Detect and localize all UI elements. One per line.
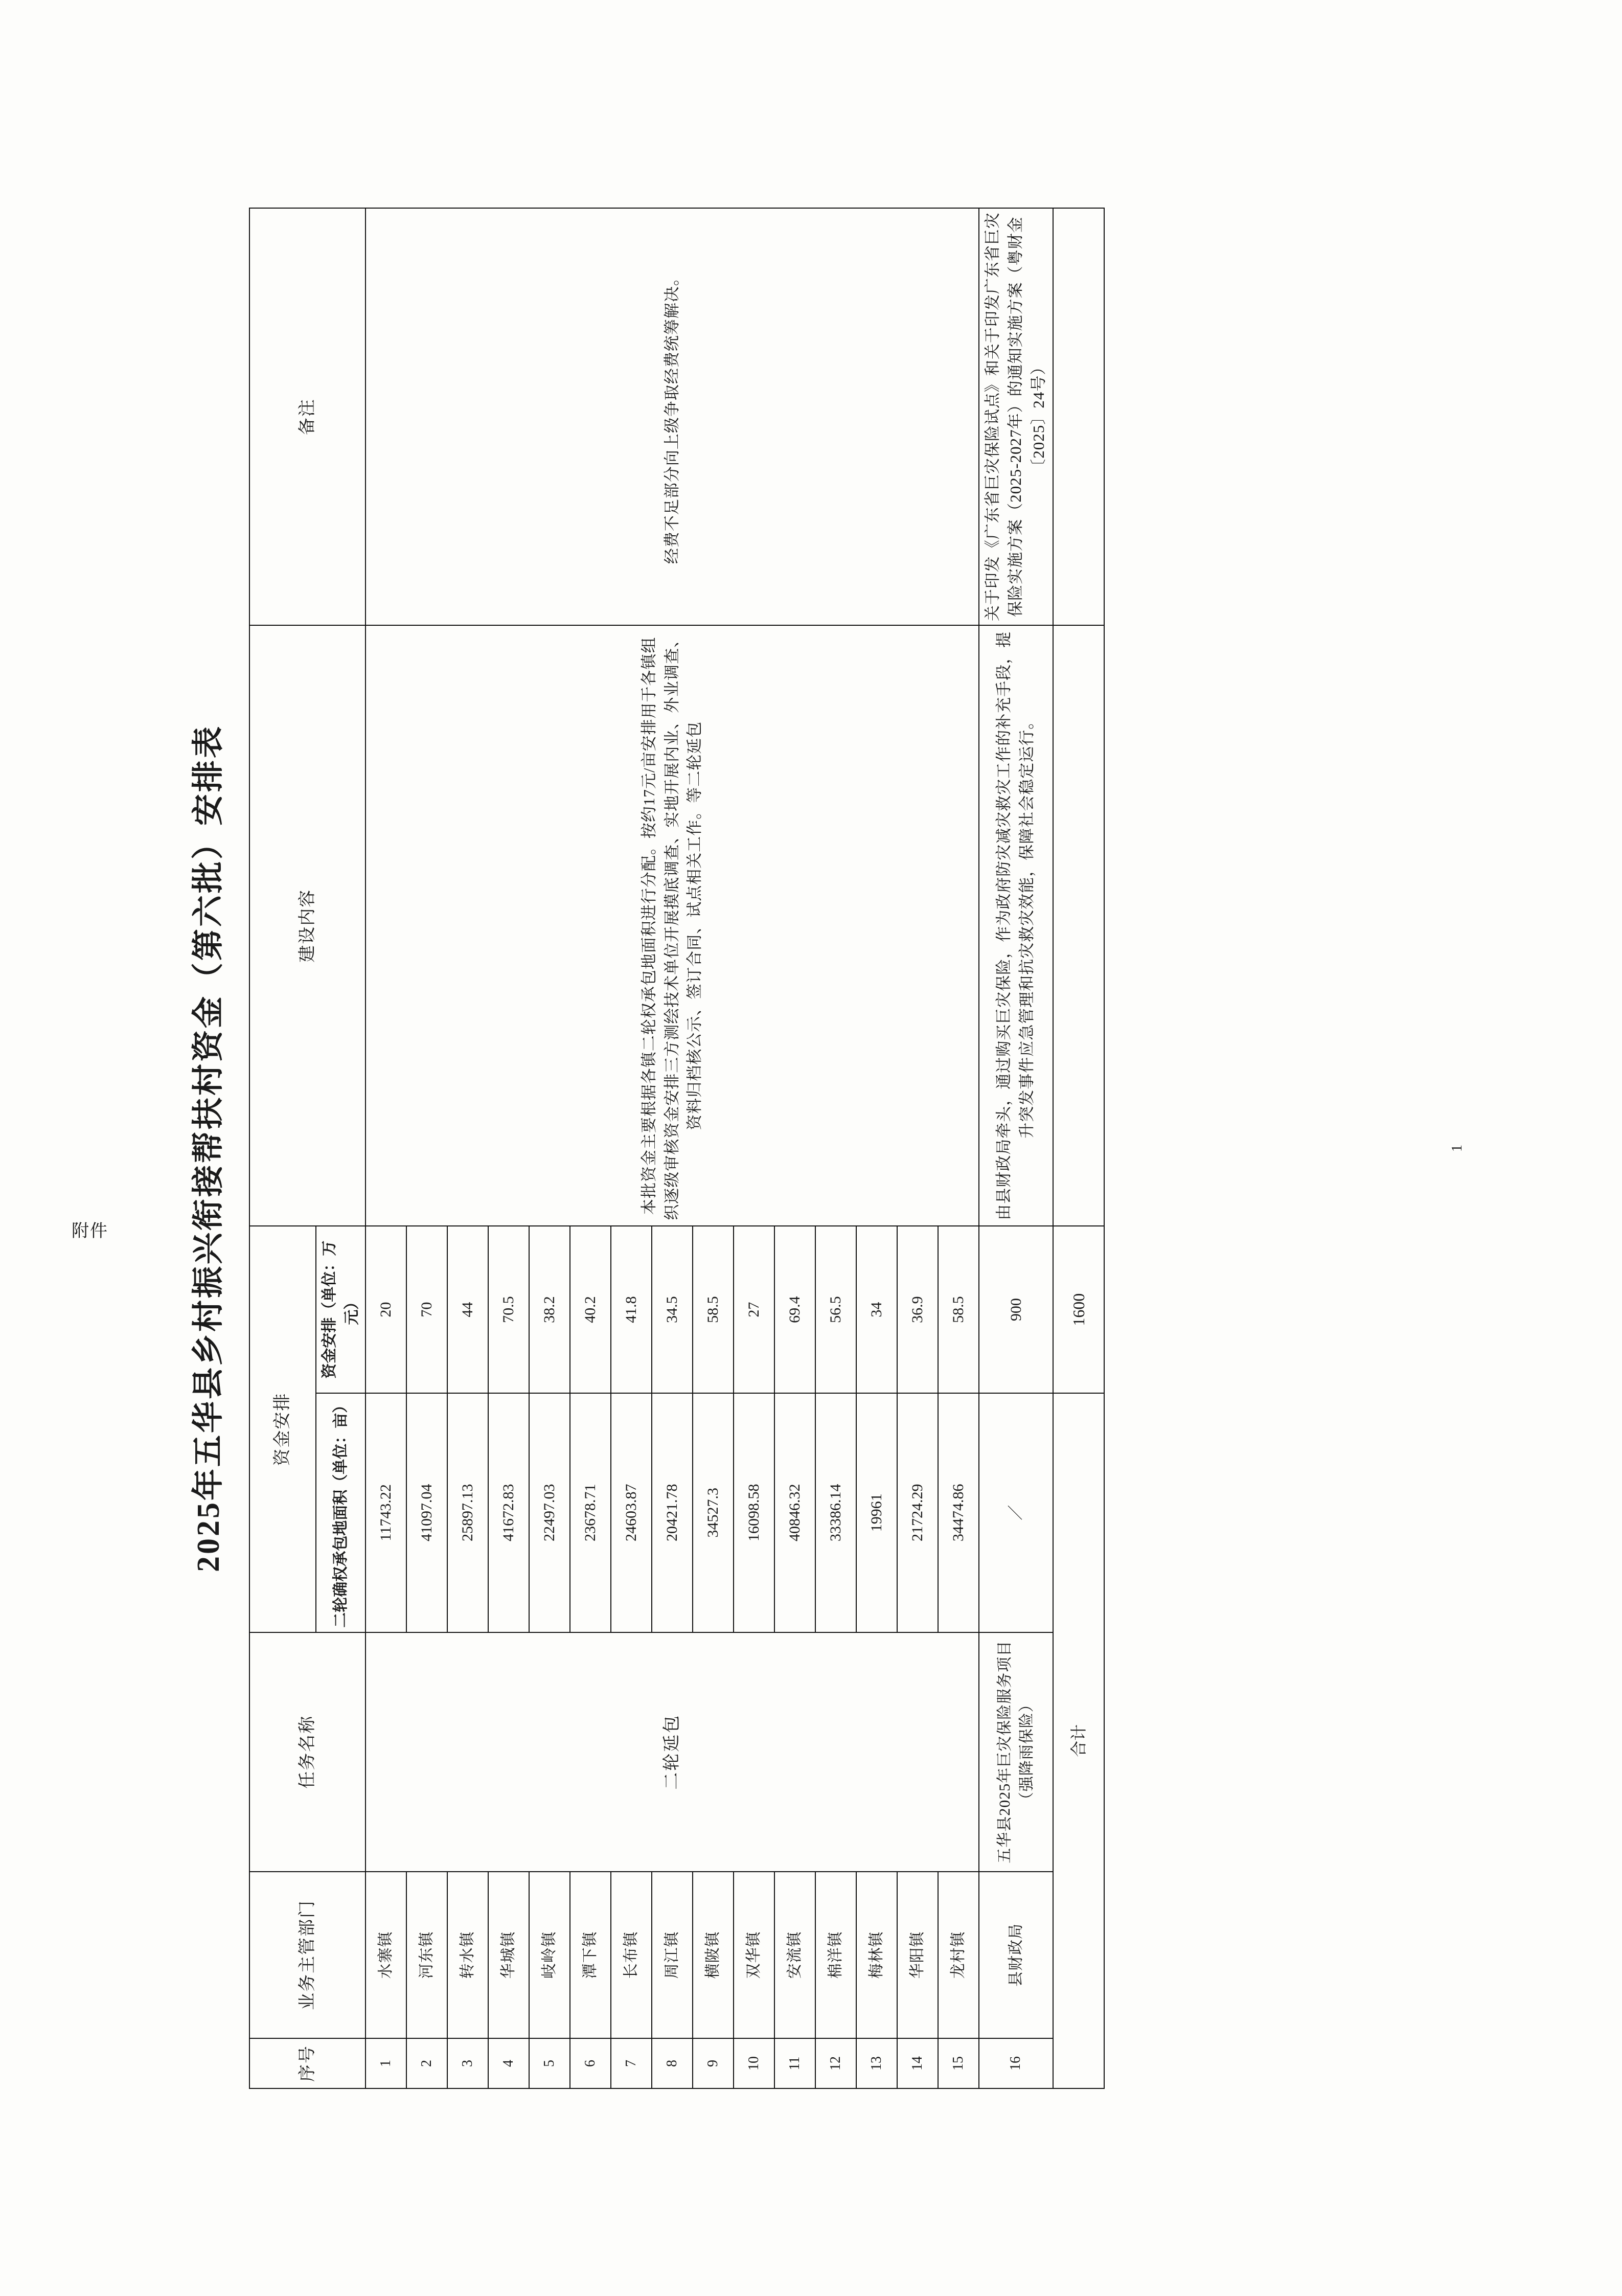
cell-money: 70.5 xyxy=(488,1226,529,1393)
cell-content-merged: 本批资金主要根据各镇二轮权承包地面积进行分配。按约17元/亩安排用于各镇组织逐级审核资金安排三方测绘技术单位开展摸底调查、实地开展内业、外业调查、资料归档核公示、签订合同、试点相关工作。等二轮延包 xyxy=(365,625,979,1226)
cell-area: 16098.58 xyxy=(734,1393,774,1632)
cell-area: 41097.04 xyxy=(406,1393,447,1632)
cell-seq: 13 xyxy=(856,2038,897,2088)
total-label: 合计 xyxy=(1053,1393,1104,2088)
cell-area: 24603.87 xyxy=(611,1393,652,1632)
cell-seq: 16 xyxy=(979,2038,1053,2088)
cell-area: 25897.13 xyxy=(447,1393,488,1632)
table-total-row xyxy=(1053,208,1104,2088)
cell-money: 70 xyxy=(406,1226,447,1393)
cell-seq: 6 xyxy=(570,2038,611,2088)
cell-seq: 12 xyxy=(815,2038,856,2088)
cell-money: 34.5 xyxy=(652,1226,693,1393)
cell-area: 34527.3 xyxy=(693,1393,734,1632)
cell-area: 19961 xyxy=(856,1393,897,1632)
col-header-seq: 序号 xyxy=(249,2038,365,2088)
cell-money: 56.5 xyxy=(815,1226,856,1393)
total-money: 1600 xyxy=(1053,1226,1104,1393)
cell-dept: 水寨镇 xyxy=(365,1871,406,2038)
cell-area: 41672.83 xyxy=(488,1393,529,1632)
cell-seq: 2 xyxy=(406,2038,447,2088)
total-content-blank xyxy=(1053,625,1104,1226)
cell-dept: 岐岭镇 xyxy=(529,1871,570,2038)
cell-dept: 潭下镇 xyxy=(570,1871,611,2038)
cell-dept: 华城镇 xyxy=(488,1871,529,2038)
cell-dept: 龙村镇 xyxy=(938,1871,979,2038)
cell-dept: 河东镇 xyxy=(406,1871,447,2038)
cell-dept: 县财政局 xyxy=(979,1871,1053,2038)
cell-task: 五华县2025年巨灾保险服务项目（强降雨保险） xyxy=(979,1632,1053,1871)
cell-money: 34 xyxy=(856,1226,897,1393)
cell-money: 900 xyxy=(979,1226,1053,1393)
cell-area: 21724.29 xyxy=(897,1393,938,1632)
cell-dept: 双华镇 xyxy=(734,1871,774,2038)
cell-money: 40.2 xyxy=(570,1226,611,1393)
attachment-label: 附件 xyxy=(72,1222,108,1241)
table-row xyxy=(365,208,406,2088)
cell-dept: 华阳镇 xyxy=(897,1871,938,2038)
cell-seq: 11 xyxy=(774,2038,815,2088)
cell-seq: 9 xyxy=(693,2038,734,2088)
funds-arrangement-table xyxy=(249,208,1105,2089)
cell-area: 40846.32 xyxy=(774,1393,815,1632)
cell-seq: 1 xyxy=(365,2038,406,2088)
cell-dept: 转水镇 xyxy=(447,1871,488,2038)
col-header-money: 资金安排（单位：万元） xyxy=(316,1226,365,1393)
cell-dept: 周江镇 xyxy=(652,1871,693,2038)
cell-money: 58.5 xyxy=(693,1226,734,1393)
cell-remark: 关于印发《广东省巨灾保险试点》和关于印发广东省巨灾保险实施方案（2025-2027年）的通知实施方案（粤财金〔2025〕24号） xyxy=(979,208,1053,625)
cell-seq: 5 xyxy=(529,2038,570,2088)
cell-money: 20 xyxy=(365,1226,406,1393)
col-header-dept: 业务主管部门 xyxy=(249,1871,365,2038)
col-header-funds-group: 资金安排 xyxy=(249,1226,316,1632)
cell-content: 由县财政局牵头，通过购买巨灾保险，作为政府防灾减灾救灾工作的补充手段，提升突发事件应急管理和抗灾救灾效能，保障社会稳定运行。 xyxy=(979,625,1053,1226)
col-header-remark: 备注 xyxy=(249,208,365,625)
cell-area: ／ xyxy=(979,1393,1053,1632)
page-title: 2025年五华县乡村振兴衔接帮扶村资金（第六批）安排表 xyxy=(191,724,226,1572)
cell-area: 20421.78 xyxy=(652,1393,693,1632)
table-row-insurance xyxy=(979,208,1053,2088)
cell-seq: 3 xyxy=(447,2038,488,2088)
cell-seq: 15 xyxy=(938,2038,979,2088)
cell-area: 23678.71 xyxy=(570,1393,611,1632)
cell-seq: 10 xyxy=(734,2038,774,2088)
cell-dept: 安流镇 xyxy=(774,1871,815,2038)
col-header-area: 二轮确权承包地面积（单位：亩） xyxy=(316,1393,365,1632)
cell-dept: 棉洋镇 xyxy=(815,1871,856,2038)
cell-money: 36.9 xyxy=(897,1226,938,1393)
cell-money: 41.8 xyxy=(611,1226,652,1393)
cell-money: 38.2 xyxy=(529,1226,570,1393)
page-number: 1 xyxy=(1449,1144,1465,1152)
col-header-task: 任务名称 xyxy=(249,1632,365,1871)
cell-area: 34474.86 xyxy=(938,1393,979,1632)
cell-seq: 14 xyxy=(897,2038,938,2088)
cell-dept: 横陂镇 xyxy=(693,1871,734,2038)
cell-dept: 长布镇 xyxy=(611,1871,652,2038)
cell-seq: 4 xyxy=(488,2038,529,2088)
cell-area: 11743.22 xyxy=(365,1393,406,1632)
col-header-content: 建设内容 xyxy=(249,625,365,1226)
cell-task-merged: 二轮延包 xyxy=(365,1632,979,1871)
cell-remark-merged: 经费不足部分向上级争取经费统筹解决。 xyxy=(365,208,979,625)
cell-seq: 8 xyxy=(652,2038,693,2088)
cell-money: 58.5 xyxy=(938,1226,979,1393)
cell-seq: 7 xyxy=(611,2038,652,2088)
cell-money: 27 xyxy=(734,1226,774,1393)
cell-money: 44 xyxy=(447,1226,488,1393)
total-remark-blank xyxy=(1053,208,1104,625)
cell-money: 69.4 xyxy=(774,1226,815,1393)
cell-dept: 梅林镇 xyxy=(856,1871,897,2038)
cell-area: 33386.14 xyxy=(815,1393,856,1632)
cell-area: 22497.03 xyxy=(529,1393,570,1632)
rotated-document-body xyxy=(121,126,1501,2171)
